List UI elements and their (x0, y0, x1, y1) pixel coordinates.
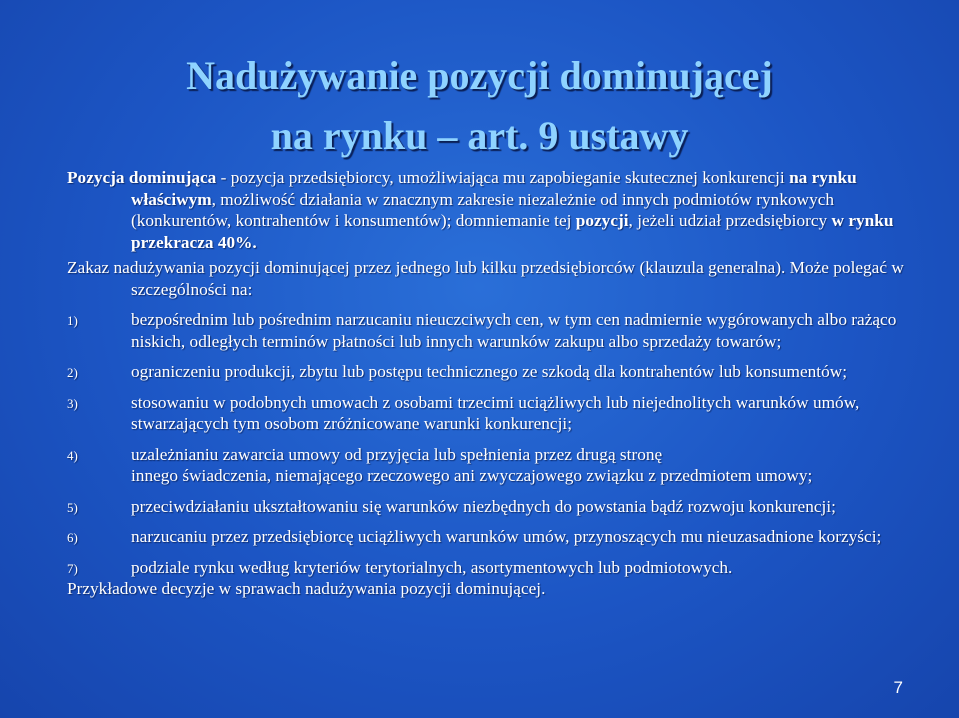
list-text: bezpośrednim lub pośrednim narzucaniu nieuczciwych cen, w tym cen nadmiernie wygórowanych albo rażąco niskich, odległych terminów płatności lub innych warunków zakupu albo sprzedaży towarów; (131, 310, 897, 351)
definition-text-4: pozycji (575, 211, 629, 230)
list-text: przeciwdziałaniu ukształtowaniu się warunków niezbędnych do powstania bądź rozwoju konkurencji; (131, 496, 836, 516)
list-number: 4) (67, 447, 78, 463)
list-number: 6) (67, 530, 78, 545)
definition-text-3: , możliwość działania w znacznym zakresie niezależnie od innych podmiotów rynkowych (konkurentów, kontrahentów i konsumentów); domniemanie tej (131, 189, 835, 230)
list-item-6 (67, 526, 937, 548)
list-number: 7) (67, 560, 78, 576)
slide-body (67, 167, 937, 600)
title-line-1: Nadużywanie pozycji dominującej (186, 53, 773, 98)
list-text: narzucaniu przez przedsiębiorcę uciążliwych warunków umów, przynoszących mu nieuzasadnione korzyści; (131, 527, 882, 546)
list-text: podziale rynku według kryteriów terytorialnych, asortymentowych lub podmiotowych. (131, 557, 733, 577)
slide-title (0, 46, 959, 166)
prohibition-paragraph: Zakaz nadużywania pozycji dominującej przez jednego lub kilku przedsiębiorców (klauzula generalna). Może polegać w szczególności na: (67, 258, 904, 299)
definition-sep: - (216, 168, 231, 187)
list-text: uzależnianiu zawarcia umowy od przyjęcia lub spełnienia przez drugą stronę (131, 444, 663, 464)
list-item-2 (67, 361, 937, 383)
page-number: 7 (893, 678, 903, 697)
closing-line[interactable]: Przykładowe decyzje w sprawach nadużywania pozycji dominującej. (67, 579, 546, 598)
definition-paragraph (67, 167, 937, 253)
list-text: stosowaniu w podobnych umowach z osobami trzecimi uciążliwych lub niejednolitych warunków umów, stwarzających tym osobom zróżnicowane warunki konkurencji; (131, 392, 860, 433)
list-number: 2) (67, 365, 78, 380)
list-item-5 (67, 496, 937, 518)
definition-text-6: w rynku przekracza 40%. (131, 211, 894, 252)
list-number: 3) (67, 395, 78, 411)
definition-term: Pozycja dominująca (67, 168, 217, 187)
list-text: ograniczeniu produkcji, zbytu lub postępu technicznego ze szkodą dla kontrahentów lub konsumentów; (131, 362, 848, 381)
definition-text-5: , jeżeli udział przedsiębiorcy (628, 211, 832, 230)
definition-text-1: pozycja przedsiębiorcy, umożliwiająca mu zapobieganie skutecznej konkurencji (230, 168, 790, 187)
list-number: 5) (67, 499, 78, 515)
list-item-3 (67, 392, 937, 435)
list-item-7 (67, 557, 937, 579)
definition-text-2: na rynku właściwym (131, 168, 857, 209)
title-line-2: na rynku – art. 9 ustawy (270, 113, 689, 158)
list-number: 1) (67, 313, 78, 328)
list-item-4 (67, 444, 937, 487)
list-item-1 (67, 309, 937, 352)
list-text-continued: innego świadczenia, niemającego rzeczowego ani zwyczajowego związku z przedmiotem umowy; (131, 466, 813, 485)
